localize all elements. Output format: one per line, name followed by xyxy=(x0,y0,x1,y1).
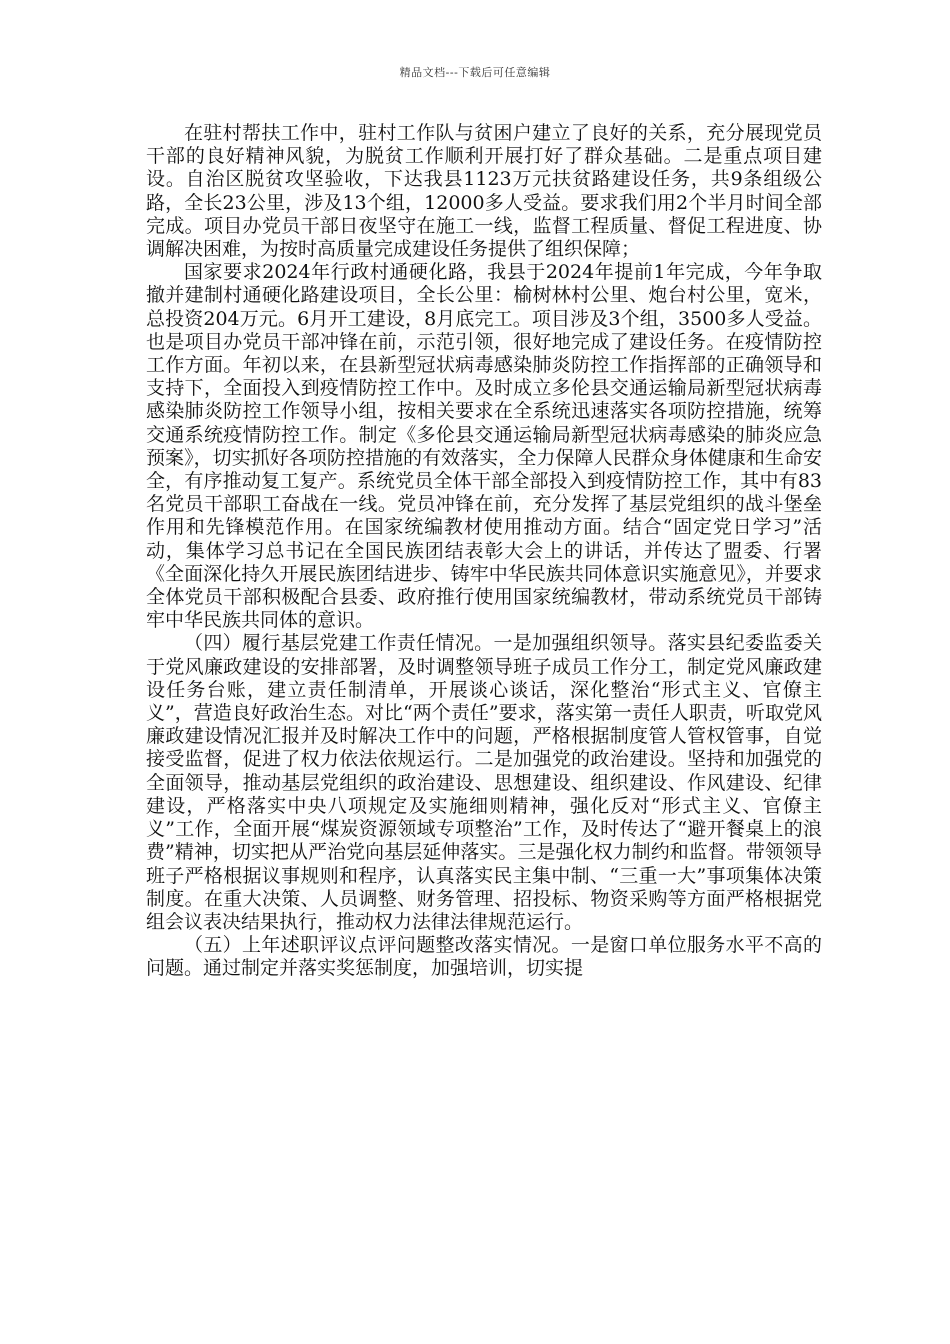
document-body xyxy=(146,122,822,981)
paragraph: （五）上年述职评议点评问题整改落实情况。一是窗口单位服务水平不高的问题。通过制定并落实奖惩制度，加强培训，切实提 xyxy=(146,934,822,980)
paragraph: 在驻村帮扶工作中，驻村工作队与贫困户建立了良好的关系，充分展现党员干部的良好精神风貌，为脱贫工作顺利开展打好了群众基础。二是重点项目建设。自治区脱贫攻坚验收，下达我县1123万元扶贫路建设任务，共9条组级公路，全长23公里，涉及13个组，12000多人受益。要求我们用2个半月时间全部完成。项目办党员干部日夜坚守在施工一线，监督工程质量、督促工程进度、协调解决困难，为按时高质量完成建设任务提供了组织保障； xyxy=(146,122,822,261)
paragraph: （四）履行基层党建工作责任情况。一是加强组织领导。落实县纪委监委关于党风廉政建设的安排部署，及时调整领导班子成员工作分工，制定党风廉政建设任务台账，建立责任制清单，开展谈心谈话，深化整治“形式主义、官僚主义”，营造良好政治生态。对比“两个责任”要求，落实第一责任人职责，听取党风廉政建设情况汇报并及时解决工作中的问题，严格根据制度管人管权管事，自觉接受监督，促进了权力依法依规运行。二是加强党的政治建设。坚持和加强党的全面领导，推动基层党组织的政治建设、思想建设、组织建设、作风建设、纪律建设，严格落实中央八项规定及实施细则精神，强化反对“形式主义、官僚主义”工作，全面开展“煤炭资源领域专项整治”工作，及时传达了“避开餐桌上的浪费”精神，切实把从严治党向基层延伸落实。三是强化权力制约和监督。带领领导班子严格根据议事规则和程序，认真落实民主集中制、“三重一大”事项集体决策制度。在重大决策、人员调整、财务管理、招投标、物资采购等方面严格根据党组会议表决结果执行，推动权力法律法律规范运行。 xyxy=(146,632,822,933)
paragraph: 国家要求2024年行政村通硬化路，我县于2024年提前1年完成，今年争取撤并建制村通硬化路建设项目，全长公里：榆树林村公里、炮台村公里，宽米，总投资204万元。6月开工建设，8月底完工。项目涉及3个组，3500多人受益。也是项目办党员干部冲锋在前，示范引领，很好地完成了建设任务。在疫情防控工作方面。年初以来，在县新型冠状病毒感染肺炎防控工作指挥部的正确领导和支持下，全面投入到疫情防控工作中。及时成立多伦县交通运输局新型冠状病毒感染肺炎防控工作领导小组，按相关要求在全系统迅速落实各项防控措施，统筹交通系统疫情防控工作。制定《多伦县交通运输局新型冠状病毒感染的肺炎应急预案》，切实抓好各项防控措施的有效落实，全力保障人民群众身体健康和生命安全，有序推动复工复产。系统党员全体干部全部投入到疫情防控工作，其中有83名党员干部职工奋战在一线。党员冲锋在前，充分发挥了基层党组织的战斗堡垒作用和先锋模范作用。在国家统编教材使用推动方面。结合“固定党日学习”活动，集体学习总书记在全国民族团结表彰大会上的讲话，并传达了盟委、行署《全面深化持久开展民族团结进步、铸牢中华民族共同体意识实施意见》，并要求全体党员干部积极配合县委、政府推行使用国家统编教材，带动系统党员干部铸牢中华民族共同体的意识。 xyxy=(146,261,822,632)
page-header: 精品文档---下载后可任意编辑 xyxy=(399,66,551,79)
